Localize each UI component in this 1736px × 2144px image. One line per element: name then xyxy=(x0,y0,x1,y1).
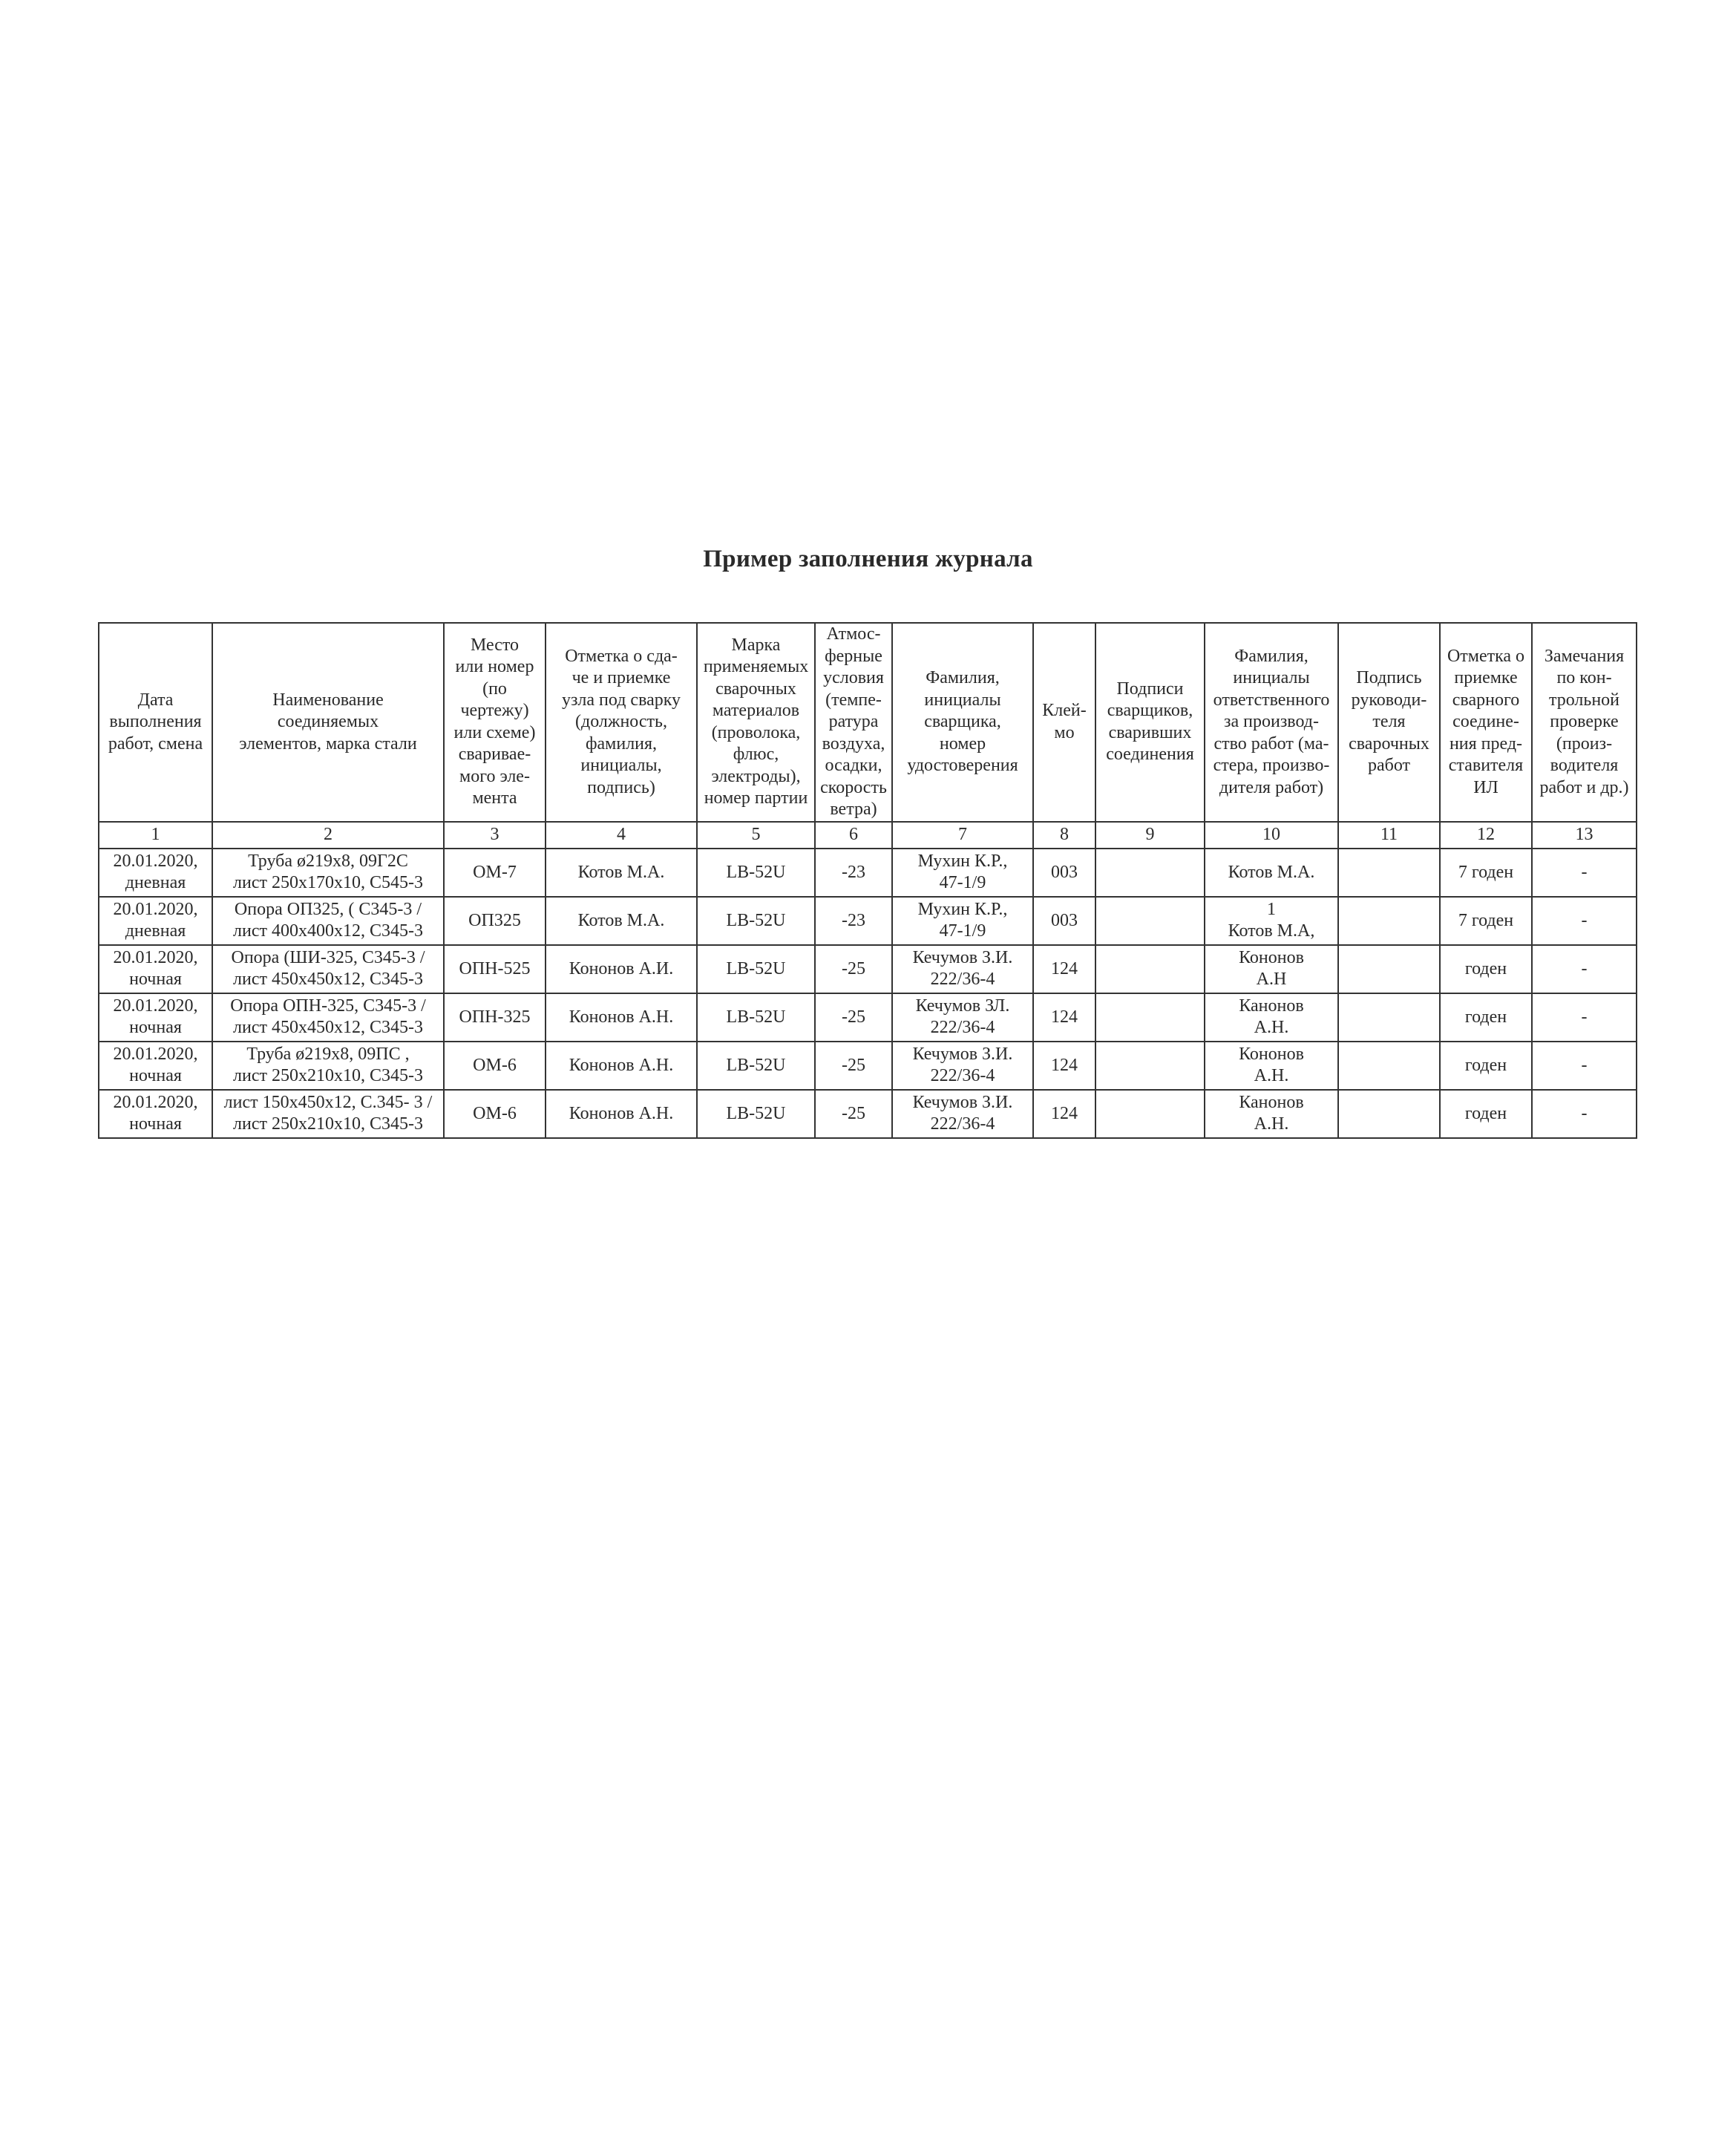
header-line: Фамилия, xyxy=(1234,646,1308,666)
table-cell xyxy=(1532,849,1637,897)
header-line: Марка xyxy=(731,635,781,655)
cell-line: Опора ОПН-325, С345-3 / xyxy=(230,996,426,1016)
cell-line: LB-52U xyxy=(726,1103,786,1123)
column-header-5 xyxy=(697,623,815,822)
header-line: дителя работ) xyxy=(1219,777,1324,797)
table-cell xyxy=(892,1042,1033,1090)
header-line: соедине- xyxy=(1452,712,1519,731)
cell-line: LB-52U xyxy=(726,862,786,882)
header-line: приемке xyxy=(1454,668,1518,687)
cell-line: - xyxy=(1581,862,1588,882)
table-cell xyxy=(1532,1090,1637,1138)
welding-journal-table xyxy=(98,622,1637,1139)
table-cell xyxy=(1095,945,1205,993)
table-cell xyxy=(1205,993,1338,1042)
header-line: мого эле- xyxy=(459,766,530,786)
table-cell xyxy=(99,945,212,993)
cell-line: 124 xyxy=(1051,1103,1078,1123)
header-line: за производ- xyxy=(1224,712,1319,731)
header-line: (темпе- xyxy=(825,690,882,710)
header-line: или схеме) xyxy=(453,722,536,742)
cell-line: Кечумов З.И. xyxy=(912,948,1013,967)
cell-line: лист 450х450х12, С345-3 xyxy=(233,1018,423,1037)
cell-line: Мухин К.Р., xyxy=(917,852,1008,871)
table-cell xyxy=(99,897,212,945)
cell-line: -23 xyxy=(842,862,865,882)
cell-line: - xyxy=(1581,958,1588,978)
header-line: стера, произво- xyxy=(1213,756,1330,775)
table-cell xyxy=(697,945,815,993)
cell-line: ночная xyxy=(129,1018,182,1037)
cell-line: Кононов xyxy=(1239,948,1304,967)
column-header-9 xyxy=(1095,623,1205,822)
table-cell xyxy=(444,849,546,897)
cell-line: Труба ø219х8, 09ПС , xyxy=(246,1045,410,1064)
cell-line: 222/36-4 xyxy=(930,1066,995,1085)
header-line: сварного xyxy=(1452,690,1520,710)
header-line: условия xyxy=(823,668,884,687)
table-cell xyxy=(1205,849,1338,897)
table-cell xyxy=(697,1042,815,1090)
cell-line: 7 годен xyxy=(1458,910,1514,930)
cell-line: 47-1/9 xyxy=(939,873,986,892)
header-line: Фамилия, xyxy=(926,668,1000,687)
cell-line: дневная xyxy=(125,873,186,892)
cell-line: годен xyxy=(1464,1007,1507,1027)
table-cell xyxy=(815,897,892,945)
table-cell xyxy=(99,1090,212,1138)
table-cell xyxy=(1532,1042,1637,1090)
table-cell xyxy=(1095,1090,1205,1138)
cell-line: Кечумов ЗЛ. xyxy=(915,996,1010,1016)
header-line: сваривае- xyxy=(458,745,531,765)
header-line: осадки, xyxy=(825,756,882,775)
table-cell xyxy=(697,993,815,1042)
cell-line: лист 250х210х10, С345-3 xyxy=(233,1114,423,1134)
table-row xyxy=(99,993,1637,1042)
header-line: воздуха, xyxy=(822,733,885,754)
column-header-13 xyxy=(1532,623,1637,822)
table-row xyxy=(99,897,1637,945)
table-cell xyxy=(546,849,697,897)
column-number-4: 4 xyxy=(546,822,697,849)
cell-line: 20.01.2020, xyxy=(113,852,198,871)
cell-line: А.Н. xyxy=(1254,1018,1289,1037)
table-cell xyxy=(1033,849,1095,897)
column-number-3: 3 xyxy=(444,822,546,849)
table-cell xyxy=(212,897,444,945)
cell-line: ОПН-525 xyxy=(459,958,531,978)
header-line: (проволока, xyxy=(711,722,801,742)
table-cell xyxy=(1033,897,1095,945)
header-line: Место xyxy=(470,635,520,655)
table-head xyxy=(99,623,1637,849)
table-cell xyxy=(1205,1042,1338,1090)
cell-line: - xyxy=(1581,910,1588,930)
table-cell xyxy=(1338,945,1440,993)
cell-line: LB-52U xyxy=(726,910,786,930)
header-line: фамилия, xyxy=(585,733,658,754)
header-line: номер партии xyxy=(704,788,808,808)
table-cell xyxy=(1338,993,1440,1042)
table-cell xyxy=(546,897,697,945)
header-line: водителя xyxy=(1550,756,1619,775)
header-line: работ xyxy=(1367,756,1411,775)
header-line: ответственного xyxy=(1213,690,1330,710)
cell-line: - xyxy=(1581,1055,1588,1075)
table-cell xyxy=(444,897,546,945)
header-row xyxy=(99,623,1637,822)
table-cell xyxy=(212,945,444,993)
table-cell xyxy=(1205,945,1338,993)
table-cell xyxy=(697,849,815,897)
column-number-12: 12 xyxy=(1440,822,1532,849)
column-header-6 xyxy=(815,623,892,822)
table-cell xyxy=(99,849,212,897)
table-body xyxy=(99,849,1637,1138)
header-line: работ и др.) xyxy=(1539,777,1629,797)
cell-line: 7 годен xyxy=(1458,862,1514,882)
header-line: или номер xyxy=(455,657,534,677)
column-header-12 xyxy=(1440,623,1532,822)
header-line: (произ- xyxy=(1556,733,1613,754)
header-line: мо xyxy=(1054,722,1075,742)
cell-line: лист 150х450х12, С.345- 3 / xyxy=(223,1093,433,1112)
cell-line: А.Н. xyxy=(1254,1066,1289,1085)
cell-line: LB-52U xyxy=(726,958,786,978)
column-header-10 xyxy=(1205,623,1338,822)
cell-line: Котов М.А, xyxy=(1228,921,1315,941)
cell-line: годен xyxy=(1464,958,1507,978)
cell-line: 20.01.2020, xyxy=(113,996,198,1016)
cell-line: 20.01.2020, xyxy=(113,1093,198,1112)
table-cell xyxy=(444,1042,546,1090)
column-number-7: 7 xyxy=(892,822,1033,849)
table-cell xyxy=(892,849,1033,897)
header-line: Отметка о сда- xyxy=(565,646,678,666)
cell-line: ОМ-7 xyxy=(473,862,517,882)
table-cell xyxy=(99,1042,212,1090)
header-line: электроды), xyxy=(711,766,801,786)
table-cell xyxy=(892,945,1033,993)
column-number-10: 10 xyxy=(1205,822,1338,849)
table-cell xyxy=(1440,993,1532,1042)
cell-line: 124 xyxy=(1051,958,1078,978)
cell-line: Котов М.А. xyxy=(577,910,665,930)
table-cell xyxy=(815,1042,892,1090)
cell-line: -25 xyxy=(842,1055,865,1075)
header-line: подпись) xyxy=(587,777,655,797)
table-cell xyxy=(212,849,444,897)
header-line: Подпись xyxy=(1356,668,1422,687)
cell-line: -25 xyxy=(842,958,865,978)
cell-line: лист 400х400х12, С345-3 xyxy=(233,921,423,941)
cell-line: Опора (ШИ-325, С345-3 / xyxy=(231,948,425,967)
header-line: инициалы, xyxy=(580,756,662,775)
cell-line: Кононов А.И. xyxy=(569,958,674,978)
table-row xyxy=(99,1090,1637,1138)
header-line: Наименование xyxy=(272,690,384,710)
table-cell xyxy=(1095,1042,1205,1090)
cell-line: ОМ-6 xyxy=(473,1055,517,1075)
cell-line: 222/36-4 xyxy=(930,1018,995,1037)
table-row xyxy=(99,945,1637,993)
table-cell xyxy=(815,993,892,1042)
cell-line: 20.01.2020, xyxy=(113,1045,198,1064)
table-cell xyxy=(892,993,1033,1042)
cell-line: годен xyxy=(1464,1103,1507,1123)
cell-line: 20.01.2020, xyxy=(113,900,198,919)
cell-line: 222/36-4 xyxy=(930,970,995,989)
column-number-row xyxy=(99,822,1637,849)
cell-line: ночная xyxy=(129,1114,182,1134)
cell-line: лист 450х450х12, С345-3 xyxy=(233,970,423,989)
table-cell xyxy=(1338,849,1440,897)
cell-line: Котов М.А. xyxy=(577,862,665,882)
column-number-9: 9 xyxy=(1095,822,1205,849)
cell-line: 003 xyxy=(1051,862,1078,882)
header-line: удостоверения xyxy=(907,756,1018,775)
table-cell xyxy=(1440,849,1532,897)
table-cell xyxy=(697,897,815,945)
cell-line: 124 xyxy=(1051,1007,1078,1027)
header-line: мента xyxy=(472,788,517,808)
header-line: Подписи xyxy=(1116,679,1184,699)
table-cell xyxy=(1440,897,1532,945)
header-line: ратура xyxy=(828,712,879,731)
page-title: Пример заполнения журнала xyxy=(703,546,1033,572)
header-line: материалов xyxy=(712,701,800,721)
column-number-6: 6 xyxy=(815,822,892,849)
cell-line: лист 250х170х10, С545-3 xyxy=(233,873,423,892)
header-line: сварочных xyxy=(715,679,796,699)
table-cell xyxy=(212,993,444,1042)
header-line: руководи- xyxy=(1351,690,1427,710)
column-number-8: 8 xyxy=(1033,822,1095,849)
header-line: ферные xyxy=(825,646,882,666)
header-line: трольной xyxy=(1548,690,1620,710)
cell-line: -25 xyxy=(842,1007,865,1027)
column-header-1 xyxy=(99,623,212,822)
cell-line: Кононов А.Н. xyxy=(569,1103,674,1123)
header-line: номер xyxy=(939,733,986,754)
table-cell xyxy=(815,1090,892,1138)
cell-line: ночная xyxy=(129,1066,182,1085)
cell-line: 47-1/9 xyxy=(939,921,986,941)
header-line: выполнения xyxy=(109,712,202,731)
column-header-11 xyxy=(1338,623,1440,822)
header-line: ИЛ xyxy=(1473,777,1498,797)
cell-line: годен xyxy=(1464,1055,1507,1075)
table-cell xyxy=(1033,1090,1095,1138)
table-cell xyxy=(546,1090,697,1138)
column-header-7 xyxy=(892,623,1033,822)
table-cell xyxy=(1532,897,1637,945)
column-header-3 xyxy=(444,623,546,822)
table-cell xyxy=(1440,1090,1532,1138)
header-line: инициалы xyxy=(1233,668,1310,687)
table-cell xyxy=(546,1042,697,1090)
table-cell xyxy=(1033,945,1095,993)
table-row xyxy=(99,1042,1637,1090)
cell-line: Кононов xyxy=(1239,1045,1304,1064)
column-number-1: 1 xyxy=(99,822,212,849)
header-line: сварщика, xyxy=(924,712,1001,731)
cell-line: Канонов xyxy=(1239,1093,1304,1112)
table-cell xyxy=(892,1090,1033,1138)
cell-line: Кононов А.Н. xyxy=(569,1055,674,1075)
header-line: Атмос- xyxy=(826,624,881,644)
table-cell xyxy=(444,993,546,1042)
column-number-2: 2 xyxy=(212,822,444,849)
table-cell xyxy=(546,993,697,1042)
table-cell xyxy=(697,1090,815,1138)
header-line: работ, смена xyxy=(108,733,203,754)
header-line: соединяемых xyxy=(277,712,379,731)
header-line: ставителя xyxy=(1448,756,1524,775)
table-cell xyxy=(212,1090,444,1138)
table-cell xyxy=(1033,993,1095,1042)
cell-line: лист 250х210х10, С345-3 xyxy=(233,1066,423,1085)
header-line: применяемых xyxy=(703,657,809,677)
table-cell xyxy=(1338,897,1440,945)
cell-line: А.Н xyxy=(1256,970,1287,989)
cell-line: 1 xyxy=(1267,900,1276,919)
column-number-13: 13 xyxy=(1532,822,1637,849)
header-line: сварщиков, xyxy=(1107,701,1193,721)
table-cell xyxy=(815,849,892,897)
header-line: че и приемке xyxy=(571,668,671,687)
table-cell xyxy=(444,1090,546,1138)
cell-line: -25 xyxy=(842,1103,865,1123)
header-line: скорость xyxy=(820,777,887,797)
cell-line: -23 xyxy=(842,910,865,930)
cell-line: Труба ø219х8, 09Г2С xyxy=(248,852,408,871)
table-cell xyxy=(546,945,697,993)
header-line: теля xyxy=(1372,712,1406,731)
cell-line: Мухин К.Р., xyxy=(917,900,1008,919)
header-line: чертежу) xyxy=(460,701,529,721)
cell-line: Опора ОП325, ( С345-3 / xyxy=(234,900,422,919)
header-line: Замечания xyxy=(1544,646,1625,666)
header-line: узла под сварку xyxy=(561,690,681,710)
cell-line: ночная xyxy=(129,970,182,989)
cell-line: Кононов А.Н. xyxy=(569,1007,674,1027)
header-line: Отметка о xyxy=(1447,646,1525,666)
table-row xyxy=(99,849,1637,897)
header-line: проверке xyxy=(1550,712,1619,731)
cell-line: ОМ-6 xyxy=(473,1103,517,1123)
column-header-2 xyxy=(212,623,444,822)
table-cell xyxy=(1095,849,1205,897)
cell-line: Канонов xyxy=(1239,996,1304,1016)
header-line: Клей- xyxy=(1042,701,1087,721)
cell-line: ОПН-325 xyxy=(459,1007,531,1027)
cell-line: Кечумов З.И. xyxy=(912,1093,1013,1112)
header-line: флюс, xyxy=(733,745,779,765)
header-line: (по xyxy=(482,679,507,699)
table-cell xyxy=(1338,1090,1440,1138)
table-cell xyxy=(815,945,892,993)
cell-line: LB-52U xyxy=(726,1007,786,1027)
header-line: инициалы xyxy=(924,690,1001,710)
table-cell xyxy=(1532,945,1637,993)
header-line: ния пред- xyxy=(1449,733,1523,754)
column-header-4 xyxy=(546,623,697,822)
cell-line: 124 xyxy=(1051,1055,1078,1075)
cell-line: А.Н. xyxy=(1254,1114,1289,1134)
header-line: Дата xyxy=(137,690,174,710)
table-cell xyxy=(1095,897,1205,945)
table-cell xyxy=(1205,897,1338,945)
table-cell xyxy=(1095,993,1205,1042)
cell-line: Кечумов З.И. xyxy=(912,1045,1013,1064)
table-cell xyxy=(1532,993,1637,1042)
table-cell xyxy=(1033,1042,1095,1090)
cell-line: 222/36-4 xyxy=(930,1114,995,1134)
table-cell xyxy=(444,945,546,993)
cell-line: ОП325 xyxy=(468,910,521,930)
cell-line: 20.01.2020, xyxy=(113,948,198,967)
cell-line: LB-52U xyxy=(726,1055,786,1075)
column-number-5: 5 xyxy=(697,822,815,849)
column-header-8 xyxy=(1033,623,1095,822)
header-line: соединения xyxy=(1106,745,1194,765)
header-line: сваривших xyxy=(1108,722,1192,742)
header-line: сварочных xyxy=(1349,733,1429,754)
table-cell xyxy=(1440,945,1532,993)
cell-line: Котов М.А. xyxy=(1228,862,1315,882)
header-line: по кон- xyxy=(1556,668,1612,687)
table-cell xyxy=(1338,1042,1440,1090)
table-cell xyxy=(1205,1090,1338,1138)
table-cell xyxy=(99,993,212,1042)
table-cell xyxy=(1440,1042,1532,1090)
header-line: ство работ (ма- xyxy=(1213,733,1329,754)
header-line: ветра) xyxy=(830,800,877,819)
table-cell xyxy=(212,1042,444,1090)
header-line: элементов, марка стали xyxy=(239,733,417,754)
cell-line: 003 xyxy=(1051,910,1078,930)
header-line: (должность, xyxy=(575,712,667,731)
column-number-11: 11 xyxy=(1338,822,1440,849)
cell-line: - xyxy=(1581,1103,1588,1123)
cell-line: - xyxy=(1581,1007,1588,1027)
table-cell xyxy=(892,897,1033,945)
cell-line: дневная xyxy=(125,921,186,941)
